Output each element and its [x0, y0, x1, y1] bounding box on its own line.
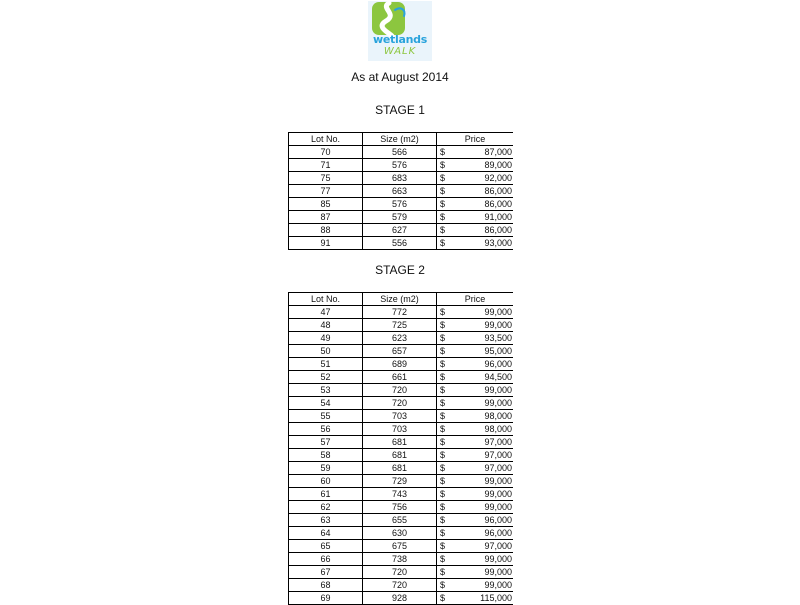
- table-row: [289, 423, 514, 436]
- stage-1-rows: [289, 146, 514, 250]
- size-column-header: Size (m2): [363, 133, 437, 146]
- lot-cell: 64: [289, 527, 363, 540]
- lot-cell: 49: [289, 332, 363, 345]
- table-row: [289, 462, 514, 475]
- lot-cell: 66: [289, 553, 363, 566]
- lot-cell: 87: [289, 211, 363, 224]
- price-cell: 97,000: [475, 436, 513, 449]
- price-column-header: Price: [437, 133, 514, 146]
- currency-cell: $: [437, 237, 475, 250]
- lot-cell: 61: [289, 488, 363, 501]
- price-cell: 93,500: [475, 332, 513, 345]
- table-row: [289, 449, 514, 462]
- lot-cell: 88: [289, 224, 363, 237]
- size-cell: 683: [363, 172, 437, 185]
- currency-cell: $: [437, 319, 475, 332]
- currency-cell: $: [437, 579, 475, 592]
- price-cell: 96,000: [475, 514, 513, 527]
- lot-cell: 68: [289, 579, 363, 592]
- logo-wordmark-walk: WALK: [383, 46, 417, 57]
- size-cell: 566: [363, 146, 437, 159]
- currency-cell: $: [437, 501, 475, 514]
- lot-cell: 69: [289, 592, 363, 605]
- currency-cell: $: [437, 146, 475, 159]
- price-cell: 92,000: [475, 172, 513, 185]
- currency-cell: $: [437, 371, 475, 384]
- lot-cell: 58: [289, 449, 363, 462]
- lot-cell: 50: [289, 345, 363, 358]
- table-row: [289, 553, 514, 566]
- size-cell: 689: [363, 358, 437, 371]
- lot-cell: 62: [289, 501, 363, 514]
- table-row: [289, 319, 514, 332]
- size-cell: 703: [363, 410, 437, 423]
- table-row: [289, 172, 514, 185]
- table-row: [289, 592, 514, 605]
- table-row: [289, 566, 514, 579]
- table-row: [289, 358, 514, 371]
- lot-cell: 70: [289, 146, 363, 159]
- table-row: [289, 488, 514, 501]
- size-cell: 729: [363, 475, 437, 488]
- size-cell: 725: [363, 319, 437, 332]
- table-row: [289, 397, 514, 410]
- table-row: [289, 540, 514, 553]
- size-cell: 655: [363, 514, 437, 527]
- size-cell: 627: [363, 224, 437, 237]
- price-cell: 95,000: [475, 345, 513, 358]
- lot-cell: 71: [289, 159, 363, 172]
- price-cell: 97,000: [475, 449, 513, 462]
- table-row: [289, 410, 514, 423]
- currency-cell: $: [437, 540, 475, 553]
- lot-cell: 57: [289, 436, 363, 449]
- size-cell: 661: [363, 371, 437, 384]
- table-row: [289, 146, 514, 159]
- lot-cell: 67: [289, 566, 363, 579]
- currency-cell: $: [437, 488, 475, 501]
- lot-cell: 59: [289, 462, 363, 475]
- price-cell: 98,000: [475, 410, 513, 423]
- size-cell: 720: [363, 397, 437, 410]
- price-cell: 99,000: [475, 319, 513, 332]
- currency-cell: $: [437, 306, 475, 319]
- stage-2-price-table: [288, 292, 513, 605]
- size-cell: 681: [363, 462, 437, 475]
- currency-cell: $: [437, 436, 475, 449]
- size-cell: 756: [363, 501, 437, 514]
- size-cell: 657: [363, 345, 437, 358]
- size-cell: 743: [363, 488, 437, 501]
- wetlands-walk-logo: [368, 1, 432, 61]
- table-row: [289, 345, 514, 358]
- table-row: [289, 371, 514, 384]
- size-cell: 556: [363, 237, 437, 250]
- size-cell: 681: [363, 436, 437, 449]
- size-cell: 720: [363, 566, 437, 579]
- currency-cell: $: [437, 527, 475, 540]
- price-cell: 87,000: [475, 146, 513, 159]
- price-column-header: Price: [437, 293, 514, 306]
- size-cell: 576: [363, 198, 437, 211]
- table-row: [289, 306, 514, 319]
- lot-cell: 47: [289, 306, 363, 319]
- currency-cell: $: [437, 172, 475, 185]
- size-cell: 720: [363, 384, 437, 397]
- currency-cell: $: [437, 185, 475, 198]
- size-column-header: Size (m2): [363, 293, 437, 306]
- size-cell: 772: [363, 306, 437, 319]
- currency-cell: $: [437, 566, 475, 579]
- price-cell: 93,000: [475, 237, 513, 250]
- table-header-row: [289, 293, 514, 306]
- size-cell: 576: [363, 159, 437, 172]
- lot-cell: 51: [289, 358, 363, 371]
- price-cell: 99,000: [475, 566, 513, 579]
- table-row: [289, 514, 514, 527]
- as-at-date: As at August 2014: [351, 70, 449, 84]
- lot-cell: 53: [289, 384, 363, 397]
- currency-cell: $: [437, 475, 475, 488]
- price-cell: 96,000: [475, 527, 513, 540]
- table-row: [289, 527, 514, 540]
- price-cell: 115,000: [475, 592, 513, 605]
- lot-cell: 75: [289, 172, 363, 185]
- wetlands-logo-icon: [368, 1, 432, 37]
- price-cell: 86,000: [475, 198, 513, 211]
- price-cell: 99,000: [475, 306, 513, 319]
- table-row: [289, 436, 514, 449]
- lot-cell: 60: [289, 475, 363, 488]
- lot-cell: 48: [289, 319, 363, 332]
- size-cell: 681: [363, 449, 437, 462]
- table-row: [289, 579, 514, 592]
- table-row: [289, 237, 514, 250]
- lot-cell: 77: [289, 185, 363, 198]
- lot-column-header: Lot No.: [289, 133, 363, 146]
- price-cell: 86,000: [475, 185, 513, 198]
- table-row: [289, 159, 514, 172]
- lot-cell: 56: [289, 423, 363, 436]
- price-cell: 99,000: [475, 501, 513, 514]
- stage-1-price-table: [288, 132, 513, 250]
- currency-cell: $: [437, 211, 475, 224]
- lot-cell: 63: [289, 514, 363, 527]
- size-cell: 663: [363, 185, 437, 198]
- price-cell: 99,000: [475, 384, 513, 397]
- size-cell: 738: [363, 553, 437, 566]
- table-row: [289, 185, 514, 198]
- size-cell: 579: [363, 211, 437, 224]
- lot-cell: 52: [289, 371, 363, 384]
- currency-cell: $: [437, 592, 475, 605]
- lot-cell: 91: [289, 237, 363, 250]
- lot-cell: 65: [289, 540, 363, 553]
- price-cell: 99,000: [475, 579, 513, 592]
- price-cell: 94,500: [475, 371, 513, 384]
- table-row: [289, 332, 514, 345]
- currency-cell: $: [437, 397, 475, 410]
- price-cell: 97,000: [475, 462, 513, 475]
- currency-cell: $: [437, 198, 475, 211]
- lot-cell: 55: [289, 410, 363, 423]
- stage-1-heading: STAGE 1: [375, 103, 425, 117]
- currency-cell: $: [437, 159, 475, 172]
- price-cell: 91,000: [475, 211, 513, 224]
- price-cell: 99,000: [475, 488, 513, 501]
- size-cell: 630: [363, 527, 437, 540]
- table-row: [289, 501, 514, 514]
- table-row: [289, 384, 514, 397]
- price-cell: 86,000: [475, 224, 513, 237]
- currency-cell: $: [437, 449, 475, 462]
- table-row: [289, 211, 514, 224]
- currency-cell: $: [437, 345, 475, 358]
- size-cell: 928: [363, 592, 437, 605]
- size-cell: 720: [363, 579, 437, 592]
- currency-cell: $: [437, 332, 475, 345]
- currency-cell: $: [437, 410, 475, 423]
- currency-cell: $: [437, 224, 475, 237]
- table-row: [289, 475, 514, 488]
- price-cell: 97,000: [475, 540, 513, 553]
- lot-cell: 54: [289, 397, 363, 410]
- price-cell: 99,000: [475, 397, 513, 410]
- currency-cell: $: [437, 384, 475, 397]
- price-cell: 98,000: [475, 423, 513, 436]
- currency-cell: $: [437, 514, 475, 527]
- price-cell: 96,000: [475, 358, 513, 371]
- lot-column-header: Lot No.: [289, 293, 363, 306]
- lot-cell: 85: [289, 198, 363, 211]
- stage-2-rows: [289, 306, 514, 605]
- stage-2-heading: STAGE 2: [375, 263, 425, 277]
- size-cell: 623: [363, 332, 437, 345]
- logo-wordmark-wetlands: wetlands: [373, 33, 427, 46]
- table-header-row: [289, 133, 514, 146]
- currency-cell: $: [437, 358, 475, 371]
- currency-cell: $: [437, 423, 475, 436]
- size-cell: 675: [363, 540, 437, 553]
- price-cell: 99,000: [475, 553, 513, 566]
- size-cell: 703: [363, 423, 437, 436]
- table-row: [289, 224, 514, 237]
- table-row: [289, 198, 514, 211]
- price-cell: 89,000: [475, 159, 513, 172]
- price-cell: 99,000: [475, 475, 513, 488]
- currency-cell: $: [437, 553, 475, 566]
- currency-cell: $: [437, 462, 475, 475]
